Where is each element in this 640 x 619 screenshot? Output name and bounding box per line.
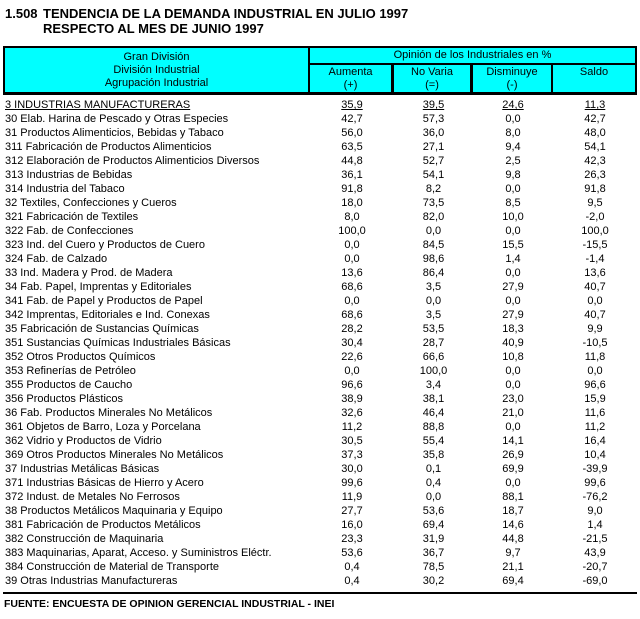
opinion-column-headers — [310, 65, 635, 92]
value-no-varia: 66,6 — [422, 351, 445, 363]
row-label: 353 Refinerías de Petróleo — [5, 365, 136, 377]
row-label: 323 Ind. del Cuero y Productos de Cuero — [5, 239, 205, 251]
value-saldo: 11,2 — [584, 421, 606, 433]
row-label: 31 Productos Alimenticios, Bebidas y Tabaco — [5, 127, 224, 139]
value-disminuye: 8,0 — [505, 127, 521, 139]
statistical-table-page — [0, 6, 640, 610]
value-aumenta: 53,6 — [341, 547, 363, 559]
value-disminuye: 14,6 — [502, 519, 524, 531]
table-row — [3, 406, 637, 420]
table-row — [3, 266, 637, 280]
value-disminuye: 0,0 — [505, 183, 521, 195]
table-row — [3, 126, 637, 140]
value-disminuye: 27,9 — [502, 281, 524, 293]
value-saldo: 1,4 — [587, 519, 603, 531]
value-disminuye: 1,4 — [505, 253, 521, 265]
value-aumenta: 99,6 — [341, 477, 363, 489]
value-no-varia: 78,5 — [422, 561, 445, 573]
value-disminuye: 24,6 — [502, 99, 524, 111]
value-aumenta: 100,0 — [338, 225, 366, 237]
value-aumenta: 13,6 — [341, 267, 363, 279]
table-row — [3, 98, 637, 112]
row-label: 32 Textiles, Confecciones y Cueros — [5, 197, 177, 209]
row-label: 351 Sustancias Químicas Industriales Básicas — [5, 337, 231, 349]
value-saldo: 10,4 — [584, 449, 606, 461]
value-no-varia: 3,5 — [425, 309, 442, 321]
value-aumenta: 22,6 — [341, 351, 363, 363]
table-row — [3, 210, 637, 224]
row-label: 313 Industrias de Bebidas — [5, 169, 133, 181]
value-aumenta: 35,9 — [341, 99, 363, 111]
value-no-varia: 73,5 — [422, 197, 445, 209]
value-no-varia: 88,8 — [422, 421, 445, 433]
value-disminuye: 0,0 — [505, 421, 521, 433]
row-label: 34 Fab. Papel, Imprentas y Editoriales — [5, 281, 192, 293]
value-aumenta: 0,0 — [344, 295, 360, 307]
row-label: 35 Fabricación de Sustancias Químicas — [5, 323, 199, 335]
value-disminuye: 14,1 — [502, 435, 524, 447]
value-saldo: 54,1 — [584, 141, 606, 153]
value-no-varia: 0,0 — [425, 491, 442, 503]
row-label-column-header — [5, 48, 310, 92]
value-aumenta: 30,5 — [341, 435, 363, 447]
column-header-disminuye: Disminuye (-) — [473, 65, 553, 92]
row-label: 355 Productos de Caucho — [5, 379, 133, 391]
value-aumenta: 36,1 — [341, 169, 363, 181]
value-saldo: 96,6 — [584, 379, 606, 391]
row-label: 322 Fab. de Confecciones — [5, 225, 134, 237]
row-label: 341 Fab. de Papel y Productos de Papel — [5, 295, 203, 307]
value-saldo: 99,6 — [584, 477, 606, 489]
table-row — [3, 392, 637, 406]
value-disminuye: 88,1 — [502, 491, 524, 503]
value-disminuye: 10,0 — [502, 211, 524, 223]
table-row — [3, 140, 637, 154]
table-row — [3, 294, 637, 308]
value-saldo: 42,3 — [584, 155, 606, 167]
row-label: 37 Industrias Metálicas Básicas — [5, 463, 160, 475]
value-saldo: 9,0 — [587, 505, 603, 517]
value-aumenta: 68,6 — [341, 309, 363, 321]
value-saldo: -15,5 — [582, 239, 608, 251]
row-label: 30 Elab. Harina de Pescado y Otras Especies — [5, 113, 229, 125]
value-disminuye: 26,9 — [502, 449, 524, 461]
opinion-header-group — [310, 48, 635, 92]
table-row — [3, 434, 637, 448]
value-no-varia: 55,4 — [422, 435, 445, 447]
value-disminuye: 44,8 — [502, 533, 524, 545]
value-aumenta: 42,7 — [341, 113, 363, 125]
row-label: 38 Productos Metálicos Maquinaria y Equipo — [5, 505, 223, 517]
table-row — [3, 518, 637, 532]
value-no-varia: 52,7 — [422, 155, 445, 167]
value-aumenta: 23,3 — [341, 533, 363, 545]
value-aumenta: 96,6 — [341, 379, 363, 391]
value-saldo: -10,5 — [582, 337, 608, 349]
value-saldo: 42,7 — [584, 113, 606, 125]
value-disminuye: 0,0 — [505, 113, 521, 125]
value-disminuye: 0,0 — [505, 477, 521, 489]
value-disminuye: 0,0 — [505, 379, 521, 391]
value-aumenta: 56,0 — [341, 127, 363, 139]
value-aumenta: 0,0 — [344, 253, 360, 265]
value-aumenta: 27,7 — [341, 505, 363, 517]
table-row — [3, 448, 637, 462]
row-label: 362 Vidrio y Productos de Vidrio — [5, 435, 162, 447]
value-aumenta: 91,8 — [341, 183, 363, 195]
value-disminuye: 21,0 — [502, 407, 524, 419]
value-no-varia: 0,0 — [425, 225, 442, 237]
table-row — [3, 238, 637, 252]
value-saldo: 16,4 — [584, 435, 606, 447]
table-row — [3, 350, 637, 364]
row-label: 369 Otros Productos Minerales No Metálicos — [5, 449, 224, 461]
value-aumenta: 0,0 — [344, 365, 360, 377]
row-label: 312 Elaboración de Productos Alimenticios Diversos — [5, 155, 260, 167]
value-aumenta: 0,4 — [344, 575, 360, 587]
value-disminuye: 18,7 — [502, 505, 524, 517]
value-aumenta: 63,5 — [341, 141, 363, 153]
table-row — [3, 112, 637, 126]
table-row — [3, 420, 637, 434]
value-no-varia: 31,9 — [422, 533, 445, 545]
value-aumenta: 30,0 — [341, 463, 363, 475]
table-row — [3, 560, 637, 574]
row-label: 324 Fab. de Calzado — [5, 253, 108, 265]
row-label: 321 Fabricación de Textiles — [5, 211, 139, 223]
row-label: 39 Otras Industrias Manufactureras — [5, 575, 178, 587]
value-disminuye: 18,3 — [502, 323, 524, 335]
table-row — [3, 476, 637, 490]
table-row — [3, 336, 637, 350]
value-saldo: -1,4 — [585, 253, 605, 265]
table-body — [3, 98, 637, 588]
value-disminuye: 21,1 — [502, 561, 524, 573]
row-label: 342 Imprentas, Editoriales e Ind. Conexas — [5, 309, 210, 321]
value-aumenta: 28,2 — [341, 323, 363, 335]
value-no-varia: 28,7 — [422, 337, 445, 349]
table-row — [3, 154, 637, 168]
opinion-group-title: Opinión de los Industriales en % — [310, 48, 635, 65]
value-aumenta: 16,0 — [341, 519, 363, 531]
value-disminuye: 8,5 — [505, 197, 521, 209]
table-row — [3, 490, 637, 504]
value-aumenta: 32,6 — [341, 407, 363, 419]
row-label: 383 Maquinarias, Aparat, Acceso. y Suministros Eléctr. — [5, 547, 272, 559]
value-no-varia: 0,0 — [425, 295, 442, 307]
value-no-varia: 57,3 — [422, 113, 445, 125]
column-header-saldo: Saldo — [579, 66, 609, 78]
value-saldo: 48,0 — [584, 127, 606, 139]
value-no-varia: 27,1 — [422, 141, 445, 153]
value-saldo: -2,0 — [585, 211, 605, 223]
value-disminuye: 69,9 — [502, 463, 524, 475]
table-row — [3, 280, 637, 294]
value-no-varia: 36,7 — [422, 547, 445, 559]
header-gran-division: Gran División — [123, 50, 190, 63]
row-label: 314 Industria del Tabaco — [5, 183, 125, 195]
value-saldo: 11,3 — [584, 99, 606, 111]
table-row — [3, 378, 637, 392]
value-disminuye: 9,7 — [505, 547, 521, 559]
value-saldo: 40,7 — [584, 309, 606, 321]
value-aumenta: 68,6 — [341, 281, 363, 293]
footer-divider — [3, 592, 637, 594]
value-no-varia: 98,6 — [422, 253, 445, 265]
value-saldo: -20,7 — [582, 561, 608, 573]
value-saldo: 11,8 — [584, 351, 606, 363]
table-title-lines — [43, 6, 408, 36]
value-saldo: 9,5 — [587, 197, 603, 209]
value-saldo: 11,6 — [584, 407, 606, 419]
value-disminuye: 40,9 — [502, 337, 524, 349]
table-row — [3, 168, 637, 182]
value-disminuye: 2,5 — [505, 155, 521, 167]
value-no-varia: 30,2 — [422, 575, 445, 587]
value-disminuye: 27,9 — [502, 309, 524, 321]
value-no-varia: 82,0 — [422, 211, 445, 223]
table-header — [3, 46, 637, 95]
value-no-varia: 38,1 — [422, 393, 445, 405]
table-row — [3, 504, 637, 518]
value-saldo: 0,0 — [587, 295, 603, 307]
value-saldo: -76,2 — [582, 491, 608, 503]
value-disminuye: 9,4 — [505, 141, 521, 153]
value-saldo: -69,0 — [582, 575, 608, 587]
value-no-varia: 86,4 — [422, 267, 445, 279]
row-label: 311 Fabricación de Productos Alimenticios — [5, 141, 212, 153]
value-no-varia: 8,2 — [425, 183, 442, 195]
value-aumenta: 11,9 — [341, 491, 363, 503]
value-saldo: -21,5 — [582, 533, 608, 545]
table-row — [3, 322, 637, 336]
value-no-varia: 100,0 — [419, 365, 448, 377]
value-saldo: 13,6 — [584, 267, 606, 279]
value-saldo: 26,3 — [584, 169, 606, 181]
value-disminuye: 23,0 — [502, 393, 524, 405]
value-disminuye: 0,0 — [505, 225, 521, 237]
title-line-1: TENDENCIA DE LA DEMANDA INDUSTRIAL EN JULIO 1997 — [43, 6, 409, 21]
value-disminuye: 10,8 — [502, 351, 524, 363]
header-agrupacion-industrial: Agrupación Industrial — [104, 76, 209, 89]
value-saldo: 0,0 — [587, 365, 603, 377]
value-saldo: 43,9 — [584, 547, 606, 559]
value-no-varia: 0,1 — [425, 463, 442, 475]
value-no-varia: 3,4 — [425, 379, 442, 391]
value-aumenta: 37,3 — [341, 449, 363, 461]
table-row — [3, 308, 637, 322]
table-row — [3, 224, 637, 238]
table-row — [3, 546, 637, 560]
row-label: 371 Industrias Básicas de Hierro y Acero — [5, 477, 204, 489]
value-saldo: 91,8 — [584, 183, 606, 195]
table-row — [3, 532, 637, 546]
value-aumenta: 8,0 — [344, 211, 360, 223]
value-disminuye: 0,0 — [505, 295, 521, 307]
value-aumenta: 30,4 — [341, 337, 363, 349]
column-header-aumenta: Aumenta (+) — [310, 65, 394, 92]
value-aumenta: 0,4 — [344, 561, 360, 573]
table-row — [3, 574, 637, 588]
value-no-varia: 35,8 — [422, 449, 445, 461]
value-no-varia: 53,6 — [422, 505, 445, 517]
value-saldo: 9,9 — [587, 323, 603, 335]
value-aumenta: 0,0 — [344, 239, 360, 251]
row-label: 352 Otros Productos Químicos — [5, 351, 156, 363]
page-title — [5, 6, 640, 36]
value-aumenta: 44,8 — [341, 155, 363, 167]
value-no-varia: 54,1 — [422, 169, 445, 181]
table-row — [3, 364, 637, 378]
value-disminuye: 0,0 — [505, 267, 521, 279]
table-number: 1.508 — [5, 6, 38, 21]
value-no-varia: 53,5 — [422, 323, 445, 335]
value-saldo: 40,7 — [584, 281, 606, 293]
value-no-varia: 36,0 — [422, 127, 445, 139]
value-aumenta: 11,2 — [341, 421, 363, 433]
value-aumenta: 18,0 — [341, 197, 363, 209]
row-label: 372 Indust. de Metales No Ferrosos — [5, 491, 180, 503]
value-saldo: -39,9 — [582, 463, 608, 475]
row-label: 382 Construcción de Maquinaria — [5, 533, 164, 545]
table-row — [3, 196, 637, 210]
source-note: FUENTE: ENCUESTA DE OPINION GERENCIAL INDUSTRIAL - INEI — [4, 598, 335, 610]
row-label: 381 Fabricación de Productos Metálicos — [5, 519, 201, 531]
table-row — [3, 252, 637, 266]
value-disminuye: 69,4 — [502, 575, 524, 587]
value-no-varia: 84,5 — [422, 239, 445, 251]
row-label: 384 Construcción de Material de Transporte — [5, 561, 220, 573]
row-label: 36 Fab. Productos Minerales No Metálicos — [5, 407, 213, 419]
value-disminuye: 9,8 — [505, 169, 521, 181]
title-line-2: RESPECTO AL MES DE JUNIO 1997 — [43, 21, 264, 36]
header-division-industrial: División Industrial — [113, 63, 200, 76]
value-saldo: 100,0 — [581, 225, 609, 237]
value-no-varia: 0,4 — [425, 477, 442, 489]
value-aumenta: 38,9 — [341, 393, 363, 405]
row-label: 33 Ind. Madera y Prod. de Madera — [5, 267, 173, 279]
row-label: 361 Objetos de Barro, Loza y Porcelana — [5, 421, 201, 433]
row-label: 3 INDUSTRIAS MANUFACTURERAS — [5, 99, 191, 111]
value-no-varia: 39,5 — [422, 99, 445, 111]
value-no-varia: 3,5 — [425, 281, 442, 293]
value-no-varia: 69,4 — [422, 519, 445, 531]
table-row — [3, 182, 637, 196]
value-disminuye: 0,0 — [505, 365, 521, 377]
value-no-varia: 46,4 — [422, 407, 445, 419]
value-disminuye: 15,5 — [502, 239, 524, 251]
column-header-no-varia: No Varia (=) — [394, 65, 473, 92]
value-saldo: 15,9 — [584, 393, 606, 405]
row-label: 356 Productos Plásticos — [5, 393, 124, 405]
table-row — [3, 462, 637, 476]
